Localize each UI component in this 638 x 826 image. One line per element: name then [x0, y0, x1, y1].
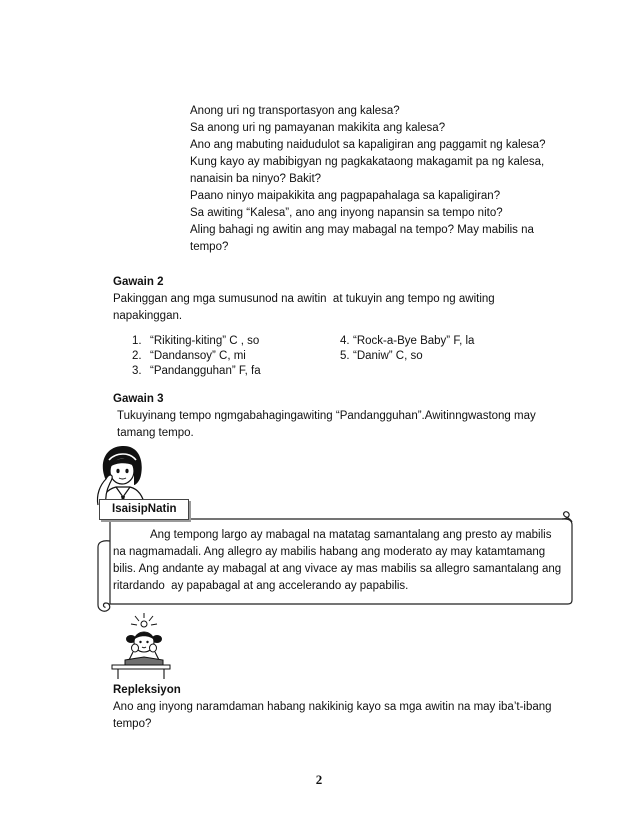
gawain2-section	[113, 274, 495, 325]
song-title: “Rikiting-kiting” C , so	[150, 335, 260, 347]
isaisip-line: Ang tempong largo ay mabagal na matatag samantalang ang presto ay mabilis	[150, 529, 552, 541]
desk	[112, 665, 170, 669]
scroll-left-roll	[98, 541, 110, 611]
isaisip-line: ritardando ay papabagal at ang accelerando ay papabilis.	[113, 580, 409, 592]
song-item	[132, 364, 332, 379]
isaisip-line: na nagmamadali. Ang allegro ay mabilis habang ang moderato ay may katamtamang	[113, 546, 546, 558]
page-number: 2	[315, 772, 323, 787]
repleksiyon-heading: Repleksiyon	[113, 684, 181, 696]
gawain3-heading: Gawain 3	[113, 393, 164, 405]
song-number: 5.	[340, 350, 350, 362]
song-title: “Pandangguhan” F, fa	[150, 365, 261, 377]
gawain3-instruction: Tukuyinang tempo ngmgabahagingawiting “Pandangguhan”.Awitinngwastong may	[117, 410, 536, 422]
gawain3-instruction: tamang tempo.	[117, 427, 194, 439]
book-icon	[125, 657, 163, 665]
repleksiyon-line: tempo?	[113, 718, 152, 730]
isaisip-text	[113, 527, 561, 595]
child-eye	[139, 641, 141, 643]
child-eye	[146, 641, 148, 643]
song-number: 4.	[340, 335, 350, 347]
question-line: Aling bahagi ng awitin ang may mabagal na tempo? May mabilis na	[190, 224, 534, 236]
child-hand	[150, 644, 157, 652]
song-item	[132, 349, 332, 364]
song-item	[340, 349, 540, 364]
gawain3-section	[113, 391, 536, 442]
isaisip-label-text: IsaisipNatin	[112, 503, 177, 515]
song-item	[132, 334, 332, 349]
song-number: 2.	[132, 350, 142, 362]
idea-sparkle-icon	[131, 613, 157, 627]
question-line: tempo?	[190, 241, 229, 253]
girl-eye	[125, 469, 128, 473]
repleksiyon-line: Ano ang inyong naramdaman habang nakikinig kayo sa mga awitin na may iba’t-ibang	[113, 701, 552, 713]
girl-thinking-illustration	[86, 441, 154, 507]
isaisip-line: bilis. Ang andante ay mabagal at ang vivace ay mas mabilis sa allegro samantalang ang	[113, 563, 562, 575]
question-line: Ano ang mabuting naidudulot sa kapaligiran ang paggamit ng kalesa?	[190, 139, 546, 151]
question-line: nanaisin ba ninyo? Bakit?	[190, 173, 322, 185]
child-reading-illustration	[108, 612, 174, 680]
song-number: 3.	[132, 365, 142, 377]
isaisip-label	[99, 499, 189, 520]
question-line: Sa awiting “Kalesa”, ano ang inyong napansin sa tempo nito?	[190, 207, 503, 219]
question-line: Anong uri ng transportasyon ang kalesa?	[190, 105, 400, 117]
question-line: Sa anong uri ng pamayanan makikita ang kalesa?	[190, 122, 446, 134]
song-title: “Daniw” C, so	[353, 350, 423, 362]
song-title: “Rock-a-Bye Baby” F, la	[353, 335, 475, 347]
question-line: Kung kayo ay mabibigyan ng pagkakataong makagamit pa ng kalesa,	[190, 156, 545, 168]
repleksiyon-section	[113, 682, 552, 733]
gawain2-instruction: napakinggan.	[113, 310, 183, 322]
gawain2-heading: Gawain 2	[113, 276, 164, 288]
song-title: “Dandansoy” C, mi	[150, 350, 246, 362]
question-line: Paano ninyo maipakikita ang pagpapahalaga sa kapaligiran?	[190, 190, 501, 202]
song-number: 1.	[132, 335, 142, 347]
child-hand	[132, 644, 139, 652]
discussion-questions	[190, 103, 545, 256]
girl-eye	[116, 469, 119, 473]
song-item	[340, 334, 540, 349]
gawain2-instruction: Pakinggan ang mga sumusunod na awitin at tukuyin ang tempo ng awiting	[113, 293, 495, 305]
